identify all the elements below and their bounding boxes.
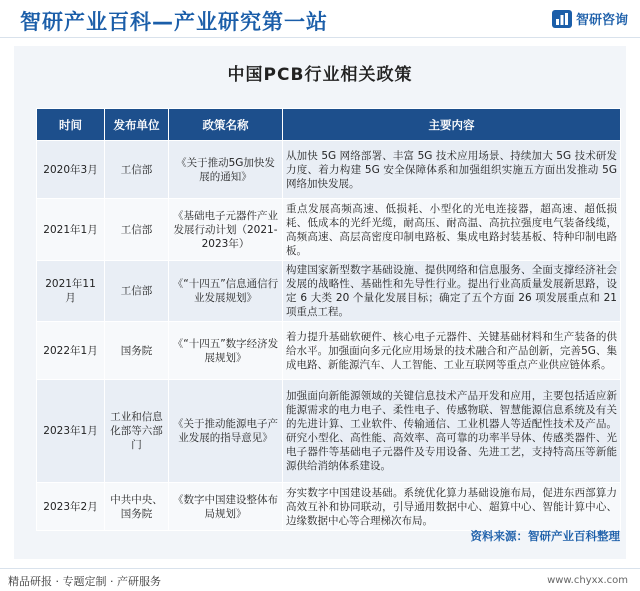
cell-content: 夯实数字中国建设基础。系统优化算力基础设施布局，促进东西部算力高效互补和协同联动，引导通用数据中心、超算中心、智能计算中心、边缘数据中心等合理梯次布局。 (283, 483, 621, 531)
table-row (37, 199, 621, 261)
table-title: 中国PCB行业相关政策 (227, 65, 413, 85)
cell-policy: 《数字中国建设整体布局规划》 (169, 483, 283, 531)
cell-time: 2021年1月 (37, 199, 105, 261)
table-header-row (37, 109, 621, 141)
cell-time: 2021年11月 (37, 261, 105, 322)
cell-org: 工信部 (105, 199, 169, 261)
cell-content: 着力提升基础软硬件、核心电子元器件、关键基础材料和生产装备的供给水平。加强面向多元化应用场景的技术融合和产品创新，完善5G、集成电路、新能源汽车、人工智能、工业互联网等重点产业供应链体系。 (283, 322, 621, 380)
cell-org: 工信部 (105, 261, 169, 322)
table-row (37, 322, 621, 380)
column-header-org: 发布单位 (105, 109, 169, 141)
column-header-policy: 政策名称 (169, 109, 283, 141)
cell-policy: 《关于推动能源电子产业发展的指导意见》 (169, 380, 283, 483)
site-title: 智研产业百科—产业研究第一站 (20, 10, 328, 34)
footer-bar (0, 568, 640, 591)
cell-policy: 《“十四五”信息通信行业发展规划》 (169, 261, 283, 322)
table-row (37, 483, 621, 531)
cell-content: 构建国家新型数字基础设施、提供网络和信息服务、全面支撑经济社会发展的战略性、基础性和先导性行业。提出行业高质量发展新思路，设定 6 大类 20 个量化发展目标；确定了五个方面 26 项发展重点和 21 项重点工程。 (283, 261, 621, 322)
cell-time: 2023年2月 (37, 483, 105, 531)
table-row (37, 261, 621, 322)
source-note: 资料来源：智研产业百科整理 (470, 529, 620, 543)
cell-time: 2023年1月 (37, 380, 105, 483)
policy-table (36, 108, 621, 531)
logo-text: 智研咨询 (575, 13, 628, 28)
cell-org: 工信部 (105, 141, 169, 199)
cell-policy: 《“十四五”数字经济发展规划》 (169, 322, 283, 380)
cell-time: 2020年3月 (37, 141, 105, 199)
cell-org: 工业和信息化部等六部门 (105, 380, 169, 483)
logo-icon (552, 10, 572, 28)
cell-policy: 《基础电子元器件产业发展行动计划（2021-2023年） (169, 199, 283, 261)
cell-policy: 《关于推动5G加快发展的通知》 (169, 141, 283, 199)
column-header-time: 时间 (37, 109, 105, 141)
cell-time: 2022年1月 (37, 322, 105, 380)
brand-logo[interactable] (552, 9, 628, 28)
cell-content: 重点发展高频高速、低损耗、小型化的光电连接器，超高速、超低损耗、低成本的光纤光缆，耐高压、耐高温、高抗拉强度电气装备线缆，高频高速、高层高密度印制电路板、集成电路封装基板、特种印制电路板。 (283, 199, 621, 261)
cell-org: 国务院 (105, 322, 169, 380)
footer-services[interactable]: 精品研报 · 专题定制 · 产研服务 (8, 575, 161, 588)
cell-content: 从加快 5G 网络部署、丰富 5G 技术应用场景、持续加大 5G 技术研发力度、着力构建 5G 安全保障体系和加强组织实施五方面出发推动 5G 网络加快发展。 (283, 141, 621, 199)
header-bar (0, 0, 640, 38)
table-row (37, 380, 621, 483)
column-header-content: 主要内容 (283, 109, 621, 141)
cell-org: 中共中央、国务院 (105, 483, 169, 531)
footer-url[interactable]: www.chyxx.com (547, 575, 628, 586)
cell-content: 加强面向新能源领域的关键信息技术产品开发和应用，主要包括适应新能源需求的电力电子、柔性电子、传感物联、智慧能源信息系统及有关的先进计算、工业软件、传输通信、工业机器人等适配性技术及产品。研究小型化、高性能、高效率、高可靠的功率半导体、传感类器件、光电子器件等基础电子元器件及专用设备、先进工艺，支持特高压等新能源供给消纳体系建设。 (283, 380, 621, 483)
table-row (37, 141, 621, 199)
